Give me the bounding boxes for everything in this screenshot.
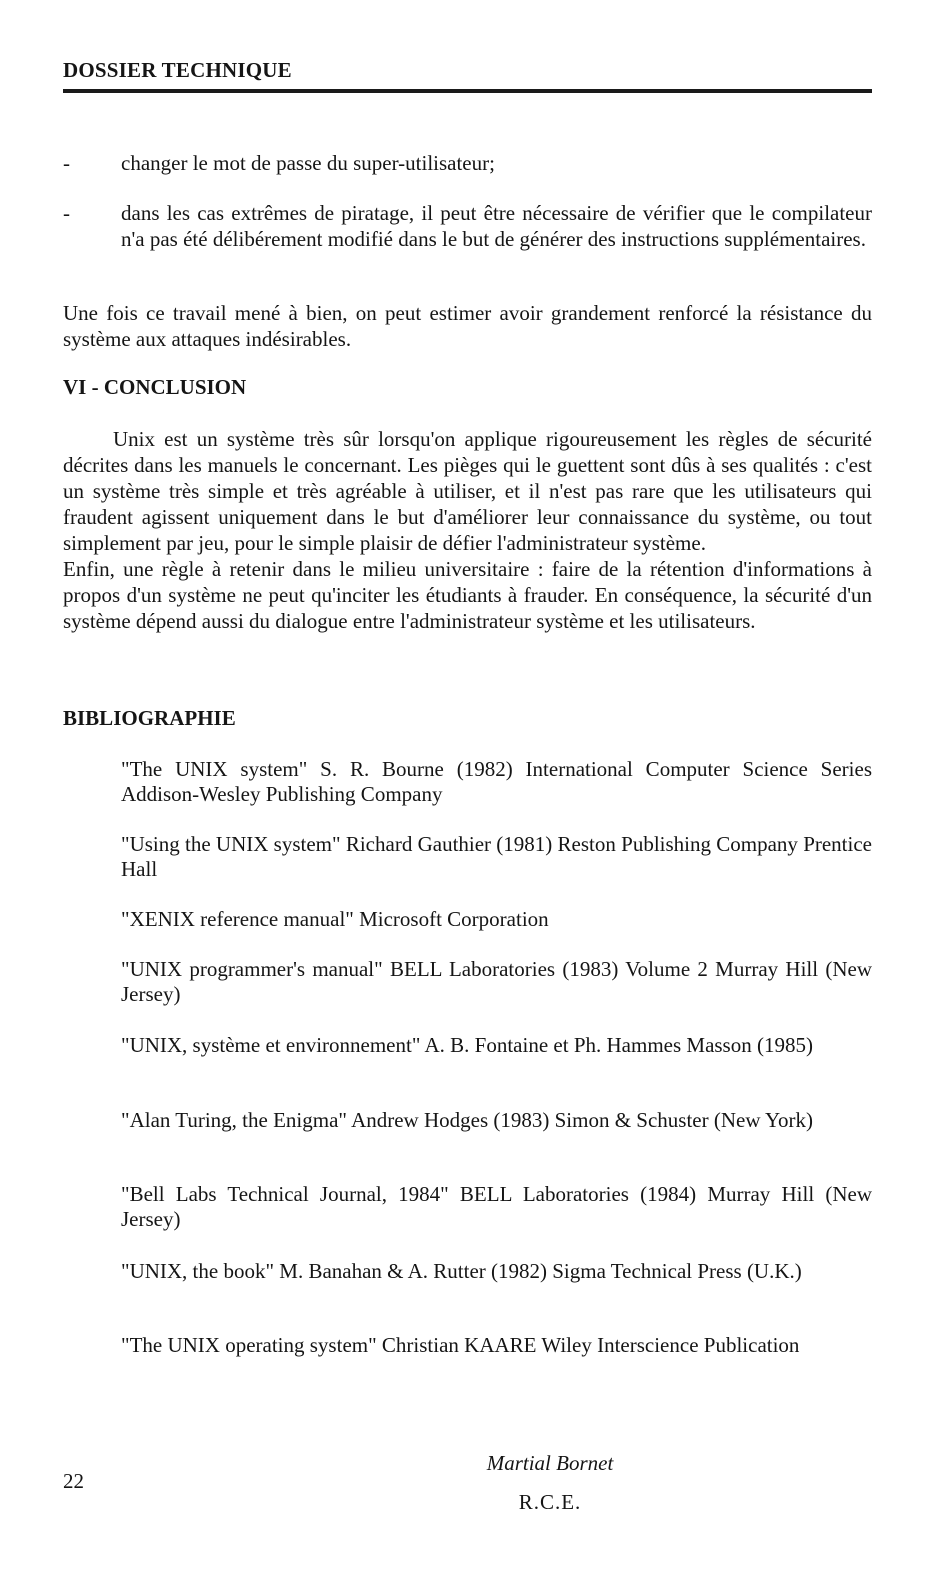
conclusion-paragraph: Enfin, une règle à retenir dans le milieu universitaire : faire de la rétention d'informations à propos d'un système ne peut qu'inciter les étudiants à frauder. En conséquence, la sécurité d'un système dépend aussi du dialogue entre l'administrateur système et les utilisateurs.: [63, 557, 872, 633]
conclusion-body: [63, 426, 872, 634]
running-header: DOSSIER TECHNIQUE: [63, 58, 292, 82]
bullet-text: dans les cas extrêmes de piratage, il peut être nécessaire de vérifier que le compilateur n'a pas été délibérement modifié dans le but de générer des instructions supplémentaires.: [121, 201, 872, 251]
bullet-item: [63, 200, 872, 252]
section-heading-bibliography: BIBLIOGRAPHIE: [63, 706, 236, 730]
paragraph: Une fois ce travail mené à bien, on peut estimer avoir grandement renforcé la résistance du système aux attaques indésirables.: [63, 301, 872, 351]
bibliography-entry: "UNIX, système et environnement" A. B. Fontaine et Ph. Hammes Masson (1985): [121, 1033, 813, 1057]
bibliography-entry: "UNIX programmer's manual" BELL Laboratories (1983) Volume 2 Murray Hill (New Jersey): [121, 957, 872, 1006]
bibliography-entry: "XENIX reference manual" Microsoft Corporation: [121, 907, 549, 931]
author-organization: R.C.E.: [518, 1490, 582, 1514]
bibliography-entry: "Alan Turing, the Enigma" Andrew Hodges (1983) Simon & Schuster (New York): [121, 1108, 814, 1132]
bullet-marker: -: [63, 201, 70, 225]
author-name: Martial Bornet: [486, 1451, 614, 1475]
bibliography-entry: "UNIX, the book" M. Banahan & A. Rutter (1982) Sigma Technical Press (U.K.): [121, 1259, 802, 1283]
bibliography-entry: "The UNIX system" S. R. Bourne (1982) International Computer Science Series Addison-Wesley Publishing Company: [121, 757, 872, 806]
bullet-marker: -: [63, 151, 70, 175]
bibliography-entry: "Using the UNIX system" Richard Gauthier (1981) Reston Publishing Company Prentice Hall: [121, 832, 872, 881]
section-heading-conclusion: VI - CONCLUSION: [63, 375, 247, 399]
page-number: 22: [63, 1469, 84, 1493]
bullet-item: [63, 150, 872, 176]
header-rule: [63, 89, 872, 93]
bibliography-entry: "Bell Labs Technical Journal, 1984" BELL Laboratories (1984) Murray Hill (New Jersey): [121, 1182, 872, 1231]
bullet-text: changer le mot de passe du super-utilisateur;: [121, 151, 495, 175]
conclusion-paragraph: Unix est un système très sûr lorsqu'on applique rigoureusement les règles de sécurité décrites dans les manuels le concernant. Les pièges qui le guettent sont dûs à ses qualités : c'est un système très simple et très agréable à utiliser, et il n'est pas rare que les utilisateurs qui fraudent agissent uniquement dans le but d'améliorer leur connaissance du système, ou tout simplement par jeu, pour le simple plaisir de défier l'administrateur système.: [63, 427, 872, 555]
bibliography-entry: "The UNIX operating system" Christian KAARE Wiley Interscience Publication: [121, 1333, 800, 1357]
